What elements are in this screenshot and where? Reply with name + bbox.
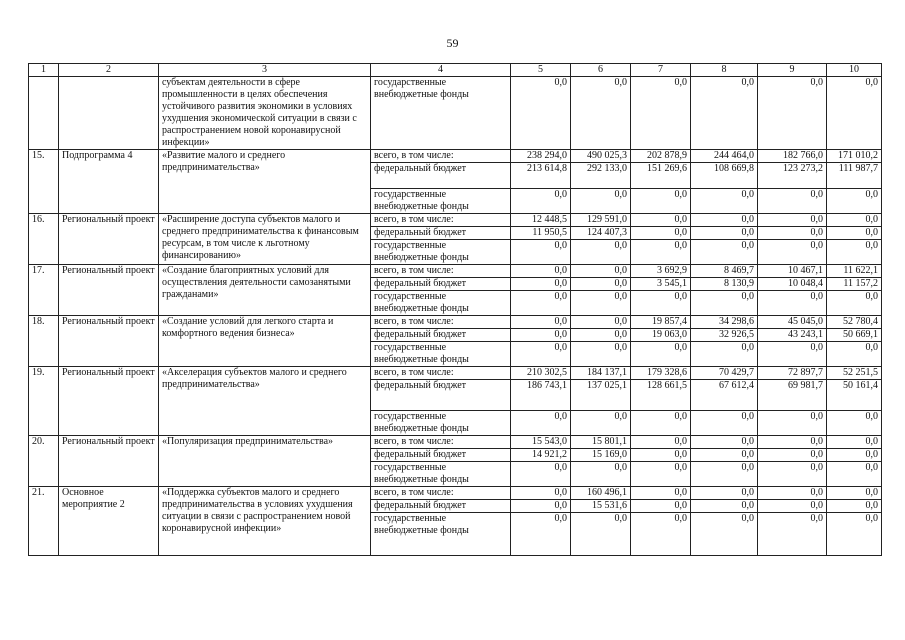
col-header: 1 — [29, 64, 59, 77]
program-type: Региональный проект — [59, 316, 159, 367]
funding-value: 8 130,9 — [691, 278, 758, 291]
funding-value: 0,0 — [827, 291, 882, 316]
page-number: 59 — [446, 36, 459, 50]
funding-value: 0,0 — [631, 436, 691, 449]
funding-value: 0,0 — [758, 462, 827, 487]
funding-value: 0,0 — [571, 240, 631, 265]
table-row — [29, 150, 882, 163]
funding-value: 0,0 — [691, 462, 758, 487]
funding-value: 0,0 — [827, 240, 882, 265]
funding-source: федеральный бюджет — [371, 227, 511, 240]
funding-value: 0,0 — [631, 214, 691, 227]
funding-source: федеральный бюджет — [371, 278, 511, 291]
funding-value: 11 622,1 — [827, 265, 882, 278]
funding-value: 0,0 — [631, 227, 691, 240]
funding-value: 0,0 — [827, 77, 882, 150]
funding-value: 0,0 — [571, 462, 631, 487]
funding-value: 0,0 — [691, 291, 758, 316]
funding-value: 0,0 — [691, 500, 758, 513]
funding-value: 0,0 — [631, 189, 691, 214]
funding-value: 0,0 — [758, 500, 827, 513]
funding-value: 0,0 — [631, 487, 691, 500]
row-number: 17. — [29, 265, 59, 316]
funding-value: 151 269,6 — [631, 163, 691, 189]
funding-value: 0,0 — [827, 462, 882, 487]
funding-value: 10 467,1 — [758, 265, 827, 278]
funding-source: всего, в том числе: — [371, 367, 511, 380]
funding-value: 0,0 — [511, 329, 571, 342]
funding-value: 0,0 — [571, 513, 631, 556]
funding-value: 0,0 — [511, 513, 571, 556]
funding-value: 0,0 — [511, 265, 571, 278]
funding-value: 11 950,5 — [511, 227, 571, 240]
table-row — [29, 265, 882, 278]
funding-source: федеральный бюджет — [371, 163, 511, 189]
funding-source: всего, в том числе: — [371, 265, 511, 278]
funding-value: 52 780,4 — [827, 316, 882, 329]
funding-value: 0,0 — [827, 214, 882, 227]
funding-value: 10 048,4 — [758, 278, 827, 291]
funding-value: 0,0 — [571, 77, 631, 150]
funding-value: 123 273,2 — [758, 163, 827, 189]
program-title: «Создание благоприятных условий для осуществления деятельности самозанятыми гражданами» — [159, 265, 371, 316]
funding-value: 0,0 — [827, 342, 882, 367]
funding-value: 0,0 — [758, 227, 827, 240]
funding-value: 0,0 — [631, 77, 691, 150]
funding-value: 12 448,5 — [511, 214, 571, 227]
col-header: 2 — [59, 64, 159, 77]
funding-value: 124 407,3 — [571, 227, 631, 240]
funding-source: всего, в том числе: — [371, 316, 511, 329]
funding-value: 0,0 — [691, 227, 758, 240]
funding-source: государственные внебюджетные фонды — [371, 342, 511, 367]
funding-value: 0,0 — [631, 462, 691, 487]
funding-value: 129 591,0 — [571, 214, 631, 227]
funding-value: 0,0 — [827, 449, 882, 462]
funding-value: 0,0 — [511, 77, 571, 150]
funding-value: 137 025,1 — [571, 380, 631, 411]
funding-value: 0,0 — [691, 342, 758, 367]
program-title: «Создание условий для легкого старта и комфортного ведения бизнеса» — [159, 316, 371, 367]
funding-value: 15 801,1 — [571, 436, 631, 449]
funding-value: 3 692,9 — [631, 265, 691, 278]
funding-value: 0,0 — [511, 240, 571, 265]
funding-value: 0,0 — [758, 487, 827, 500]
funding-value: 0,0 — [511, 189, 571, 214]
funding-value: 0,0 — [631, 411, 691, 436]
funding-value: 0,0 — [511, 316, 571, 329]
funding-value: 0,0 — [631, 500, 691, 513]
funding-value: 0,0 — [511, 500, 571, 513]
funding-source: всего, в том числе: — [371, 436, 511, 449]
funding-value: 0,0 — [758, 342, 827, 367]
funding-value: 0,0 — [571, 329, 631, 342]
funding-value: 0,0 — [511, 278, 571, 291]
funding-value: 0,0 — [758, 189, 827, 214]
funding-value: 0,0 — [691, 411, 758, 436]
funding-value: 0,0 — [571, 411, 631, 436]
funding-source: государственные внебюджетные фонды — [371, 77, 511, 150]
table-row — [29, 436, 882, 449]
funding-value: 19 857,4 — [631, 316, 691, 329]
funding-source: государственные внебюджетные фонды — [371, 291, 511, 316]
program-type — [59, 77, 159, 150]
funding-value: 0,0 — [511, 291, 571, 316]
row-number: 21. — [29, 487, 59, 556]
funding-value: 50 669,1 — [827, 329, 882, 342]
funding-value: 34 298,6 — [691, 316, 758, 329]
funding-value: 202 878,9 — [631, 150, 691, 163]
funding-value: 14 921,2 — [511, 449, 571, 462]
funding-value: 45 045,0 — [758, 316, 827, 329]
funding-value: 0,0 — [691, 189, 758, 214]
funding-value: 43 243,1 — [758, 329, 827, 342]
funding-value: 0,0 — [571, 291, 631, 316]
funding-value: 171 010,2 — [827, 150, 882, 163]
funding-value: 0,0 — [827, 189, 882, 214]
funding-source: всего, в том числе: — [371, 150, 511, 163]
table-row — [29, 487, 882, 500]
funding-value: 0,0 — [758, 449, 827, 462]
funding-value: 179 328,6 — [631, 367, 691, 380]
funding-value: 0,0 — [827, 487, 882, 500]
funding-source: государственные внебюджетные фонды — [371, 411, 511, 436]
funding-value: 15 543,0 — [511, 436, 571, 449]
funding-value: 244 464,0 — [691, 150, 758, 163]
funding-value: 32 926,5 — [691, 329, 758, 342]
funding-value: 70 429,7 — [691, 367, 758, 380]
funding-value: 490 025,3 — [571, 150, 631, 163]
table-row — [29, 316, 882, 329]
funding-value: 0,0 — [827, 436, 882, 449]
col-header: 8 — [691, 64, 758, 77]
funding-value: 0,0 — [511, 462, 571, 487]
funding-value: 0,0 — [571, 189, 631, 214]
funding-value: 0,0 — [571, 342, 631, 367]
funding-value: 0,0 — [758, 77, 827, 150]
table-header-row — [29, 64, 882, 77]
funding-value: 0,0 — [827, 500, 882, 513]
funding-value: 0,0 — [691, 436, 758, 449]
funding-value: 8 469,7 — [691, 265, 758, 278]
funding-value: 0,0 — [758, 411, 827, 436]
funding-value: 0,0 — [631, 513, 691, 556]
table-row — [29, 367, 882, 380]
funding-value: 15 531,6 — [571, 500, 631, 513]
funding-source: государственные внебюджетные фонды — [371, 462, 511, 487]
funding-value: 108 669,8 — [691, 163, 758, 189]
row-number: 20. — [29, 436, 59, 487]
funding-value: 67 612,4 — [691, 380, 758, 411]
program-type: Региональный проект — [59, 367, 159, 436]
funding-value: 0,0 — [758, 513, 827, 556]
row-number: 18. — [29, 316, 59, 367]
funding-value: 0,0 — [511, 411, 571, 436]
funding-value: 0,0 — [691, 487, 758, 500]
funding-source: федеральный бюджет — [371, 500, 511, 513]
funding-value: 0,0 — [691, 214, 758, 227]
row-number — [29, 77, 59, 150]
funding-value: 0,0 — [571, 265, 631, 278]
funding-value: 184 137,1 — [571, 367, 631, 380]
funding-source: государственные внебюджетные фонды — [371, 513, 511, 556]
program-type: Региональный проект — [59, 214, 159, 265]
funding-value: 15 169,0 — [571, 449, 631, 462]
program-type: Подпрограмма 4 — [59, 150, 159, 214]
funding-value: 0,0 — [691, 77, 758, 150]
funding-value: 0,0 — [691, 449, 758, 462]
funding-value: 0,0 — [631, 291, 691, 316]
col-header: 7 — [631, 64, 691, 77]
funding-source: федеральный бюджет — [371, 380, 511, 411]
row-number: 16. — [29, 214, 59, 265]
program-type: Региональный проект — [59, 436, 159, 487]
funding-value: 213 614,8 — [511, 163, 571, 189]
funding-value: 0,0 — [827, 513, 882, 556]
funding-value: 0,0 — [758, 291, 827, 316]
col-header: 6 — [571, 64, 631, 77]
funding-value: 160 496,1 — [571, 487, 631, 500]
col-header: 9 — [758, 64, 827, 77]
funding-value: 0,0 — [571, 316, 631, 329]
budget-table — [28, 63, 882, 556]
funding-value: 0,0 — [758, 214, 827, 227]
funding-value: 0,0 — [691, 240, 758, 265]
funding-value: 0,0 — [511, 487, 571, 500]
funding-value: 0,0 — [631, 449, 691, 462]
funding-value: 128 661,5 — [631, 380, 691, 411]
col-header: 3 — [159, 64, 371, 77]
funding-value: 72 897,7 — [758, 367, 827, 380]
program-title: «Акселерация субъектов малого и среднего предпринимательства» — [159, 367, 371, 436]
funding-value: 3 545,1 — [631, 278, 691, 291]
col-header: 4 — [371, 64, 511, 77]
funding-source: федеральный бюджет — [371, 449, 511, 462]
funding-value: 111 987,7 — [827, 163, 882, 189]
funding-source: всего, в том числе: — [371, 214, 511, 227]
funding-value: 238 294,0 — [511, 150, 571, 163]
funding-value: 210 302,5 — [511, 367, 571, 380]
table-row — [29, 77, 882, 150]
program-title: субъектам деятельности в сфере промышленности в целях обеспечения устойчивого развития экономики в условиях ухудшения экономической ситуации в связи с распространением новой коронавирусной инфекции» — [159, 77, 371, 150]
program-title: «Популяризация предпринимательства» — [159, 436, 371, 487]
funding-value: 0,0 — [827, 227, 882, 240]
funding-value: 0,0 — [571, 278, 631, 291]
funding-value: 0,0 — [691, 513, 758, 556]
program-type: Региональный проект — [59, 265, 159, 316]
funding-value: 50 161,4 — [827, 380, 882, 411]
program-title: «Расширение доступа субъектов малого и среднего предпринимательства к финансовым ресурсам, в том числе к льготному финансированию» — [159, 214, 371, 265]
funding-value: 0,0 — [827, 411, 882, 436]
col-header: 5 — [511, 64, 571, 77]
funding-value: 11 157,2 — [827, 278, 882, 291]
col-header: 10 — [827, 64, 882, 77]
funding-value: 0,0 — [511, 342, 571, 367]
funding-value: 0,0 — [631, 342, 691, 367]
funding-value: 69 981,7 — [758, 380, 827, 411]
funding-value: 0,0 — [758, 436, 827, 449]
funding-value: 182 766,0 — [758, 150, 827, 163]
program-title: «Поддержка субъектов малого и среднего предпринимательства в условиях ухудшения ситуации в связи с распространением новой коронавирусной инфекции» — [159, 487, 371, 556]
program-type: Основное мероприятие 2 — [59, 487, 159, 556]
funding-source: государственные внебюджетные фонды — [371, 189, 511, 214]
row-number: 19. — [29, 367, 59, 436]
funding-value: 292 133,0 — [571, 163, 631, 189]
funding-source: государственные внебюджетные фонды — [371, 240, 511, 265]
funding-value: 19 063,0 — [631, 329, 691, 342]
row-number: 15. — [29, 150, 59, 214]
funding-value: 0,0 — [631, 240, 691, 265]
program-title: «Развитие малого и среднего предпринимательства» — [159, 150, 371, 214]
funding-source: федеральный бюджет — [371, 329, 511, 342]
funding-value: 186 743,1 — [511, 380, 571, 411]
funding-value: 0,0 — [758, 240, 827, 265]
funding-value: 52 251,5 — [827, 367, 882, 380]
table-row — [29, 214, 882, 227]
funding-source: всего, в том числе: — [371, 487, 511, 500]
